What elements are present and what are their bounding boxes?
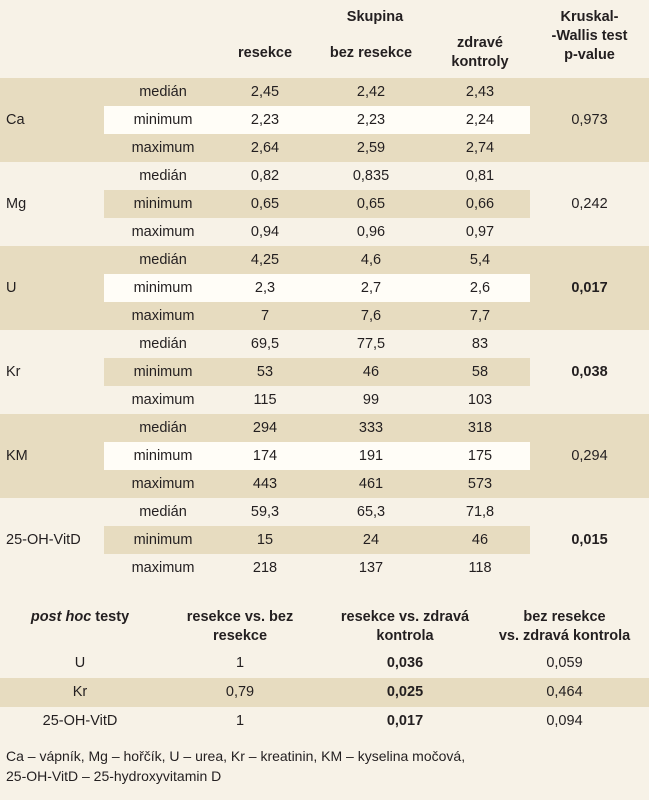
value-cell: 99 [362, 392, 380, 408]
value-cell: 0,94 [250, 224, 280, 240]
value-cell: 2,23 [356, 112, 386, 128]
group-label: Skupina [346, 9, 404, 25]
p-value: 0,017 [571, 280, 608, 296]
col-header-resekce: resekce [237, 45, 293, 61]
value-cell: 0,82 [250, 168, 280, 184]
value-cell: 0,65 [356, 196, 386, 212]
value-cell: 2,7 [360, 280, 382, 296]
value-cell: 7 [260, 308, 270, 324]
col-header-kruskal-wallis [530, 8, 649, 65]
stat-label: minimum [133, 448, 193, 464]
footnote-line2: 25-OH-VitD – 25-hydroxyvitamin D [6, 768, 222, 784]
posthoc-value-cell: 1 [235, 713, 245, 729]
posthoc-col1-line2: resekce [212, 628, 268, 644]
posthoc-col2-line1: resekce vs. zdravá [340, 609, 470, 625]
value-cell: 333 [358, 420, 384, 436]
value-cell: 2,74 [465, 140, 495, 156]
value-cell: 77,5 [356, 336, 386, 352]
posthoc-param-name: U [74, 655, 86, 671]
value-cell: 2,6 [469, 280, 491, 296]
posthoc-col1-header [165, 608, 315, 646]
value-cell: 137 [358, 560, 384, 576]
posthoc-title-rest: testy [91, 609, 130, 625]
stat-label: medián [139, 336, 187, 352]
value-cell: 103 [467, 392, 493, 408]
p-value: 0,242 [571, 196, 608, 212]
test-header-line3: p-value [564, 47, 615, 63]
value-cell: 7,7 [469, 308, 491, 324]
value-cell: 4,6 [360, 252, 382, 268]
stat-label: maximum [131, 224, 195, 240]
posthoc-value-cell: 0,017 [386, 713, 424, 729]
value-cell: 461 [358, 476, 384, 492]
value-cell: 0,65 [250, 196, 280, 212]
value-cell: 59,3 [250, 504, 280, 520]
value-cell: 174 [252, 448, 278, 464]
p-value: 0,973 [571, 112, 608, 128]
posthoc-value-cell: 0,094 [546, 713, 583, 729]
param-name: U [6, 280, 17, 296]
stat-label: minimum [133, 112, 193, 128]
stat-label: medián [139, 168, 187, 184]
stat-label: maximum [131, 560, 195, 576]
p-value: 0,015 [571, 532, 608, 548]
stat-label: medián [139, 252, 187, 268]
stat-label: medián [139, 504, 187, 520]
value-cell: 191 [358, 448, 384, 464]
col-header-zdrave-line1: zdravé [457, 35, 503, 51]
value-cell: 175 [467, 448, 493, 464]
value-cell: 318 [467, 420, 493, 436]
param-name: 25-OH-VitD [6, 532, 81, 548]
posthoc-col3-line1: bez resekce [523, 609, 606, 625]
value-cell: 53 [256, 364, 274, 380]
test-header-line1: Kruskal- [560, 9, 619, 25]
value-cell: 118 [468, 560, 492, 576]
p-value: 0,038 [571, 364, 608, 380]
stat-label: minimum [133, 280, 193, 296]
stat-label: maximum [131, 308, 195, 324]
value-cell: 443 [252, 476, 278, 492]
posthoc-value-cell: 0,025 [386, 684, 424, 700]
posthoc-col2-line2: kontrola [376, 628, 434, 644]
stat-label: maximum [131, 140, 195, 156]
posthoc-col2-header [320, 608, 490, 646]
posthoc-param-name: Kr [72, 684, 88, 700]
posthoc-row [0, 678, 649, 707]
value-cell: 2,43 [465, 84, 495, 100]
value-cell: 0,97 [465, 224, 495, 240]
col-header-zdrave-kontroly [430, 34, 530, 72]
posthoc-title-italic: post hoc [30, 609, 92, 625]
col-header-bez-resekce: bez resekce [329, 45, 413, 61]
value-cell: 15 [256, 532, 274, 548]
value-cell: 2,24 [465, 112, 495, 128]
value-cell: 83 [471, 336, 489, 352]
value-cell: 0,96 [356, 224, 386, 240]
value-cell: 0,835 [352, 168, 390, 184]
value-cell: 24 [362, 532, 380, 548]
stat-label: maximum [131, 476, 195, 492]
value-cell: 2,64 [250, 140, 280, 156]
posthoc-col1-line1: resekce vs. bez [186, 609, 294, 625]
posthoc-value-cell: 0,059 [546, 655, 583, 671]
value-cell: 5,4 [469, 252, 491, 268]
stat-label: minimum [133, 196, 193, 212]
value-cell: 69,5 [250, 336, 280, 352]
stat-label: medián [139, 84, 187, 100]
value-cell: 294 [252, 420, 278, 436]
param-name: Mg [6, 196, 27, 212]
test-header-line2: -Wallis test [551, 28, 628, 44]
value-cell: 4,25 [250, 252, 280, 268]
value-cell: 71,8 [465, 504, 495, 520]
value-cell: 7,6 [360, 308, 382, 324]
value-cell: 2,42 [356, 84, 386, 100]
value-cell: 2,45 [250, 84, 280, 100]
value-cell: 65,3 [356, 504, 386, 520]
col-header-zdrave-line2: kontroly [451, 54, 509, 70]
value-cell: 2,3 [254, 280, 276, 296]
posthoc-row [0, 707, 649, 736]
value-cell: 218 [252, 560, 278, 576]
value-cell: 58 [471, 364, 489, 380]
value-cell: 573 [467, 476, 493, 492]
value-cell: 115 [253, 392, 277, 408]
posthoc-row [0, 649, 649, 678]
param-name: Kr [6, 364, 21, 380]
param-name: KM [6, 448, 28, 464]
stat-label: minimum [133, 532, 193, 548]
value-cell: 2,23 [250, 112, 280, 128]
value-cell: 0,81 [465, 168, 495, 184]
posthoc-title [0, 608, 160, 627]
value-cell: 46 [362, 364, 380, 380]
posthoc-value-cell: 0,036 [386, 655, 424, 671]
posthoc-col3-line2: vs. zdravá kontrola [498, 628, 631, 644]
stat-label: maximum [131, 392, 195, 408]
posthoc-value-cell: 0,79 [225, 684, 255, 700]
stat-label: medián [139, 420, 187, 436]
param-name: Ca [6, 112, 25, 128]
value-cell: 2,59 [356, 140, 386, 156]
value-cell: 0,66 [465, 196, 495, 212]
p-value: 0,294 [571, 448, 608, 464]
value-cell: 46 [471, 532, 489, 548]
posthoc-col3-header [480, 608, 649, 646]
posthoc-value-cell: 0,464 [546, 684, 583, 700]
posthoc-param-name: 25-OH-VitD [42, 713, 118, 729]
stat-label: minimum [133, 364, 193, 380]
posthoc-value-cell: 1 [235, 655, 245, 671]
footnote-line1: Ca – vápník, Mg – hořčík, U – urea, Kr – kreatinin, KM – kyselina močová, [6, 748, 466, 764]
